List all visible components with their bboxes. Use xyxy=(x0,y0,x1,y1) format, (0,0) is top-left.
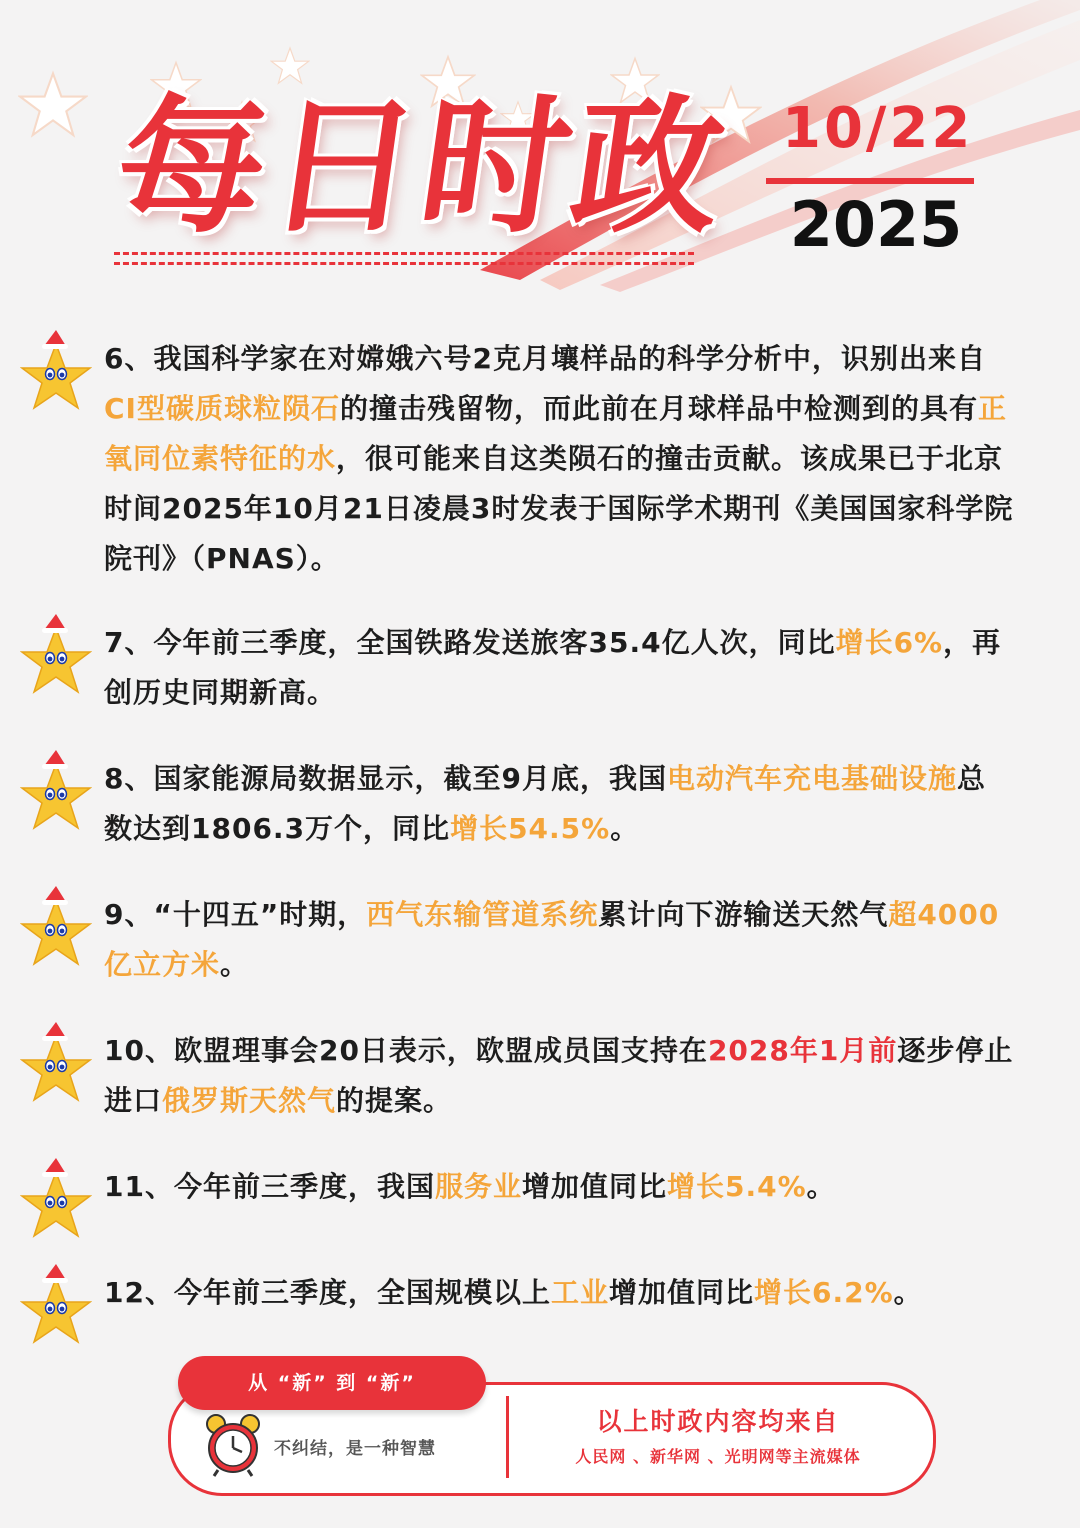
news-highlight: 服务业 xyxy=(434,1170,522,1203)
news-text-segment: 9、“十四五”时期， xyxy=(104,898,367,931)
star-mascot-icon xyxy=(20,330,92,410)
news-text-segment: 11、今年前三季度，我国 xyxy=(104,1170,435,1203)
news-text-segment: 总数达到1806.3万个，同比 xyxy=(104,762,986,845)
news-text-segment: 增加值同比 xyxy=(608,1276,754,1309)
star-mascot-icon xyxy=(20,1022,92,1102)
news-highlight: 增长6% xyxy=(835,626,944,659)
news-highlight: 西气东输管道系统 xyxy=(366,898,599,931)
year-label: 2025 xyxy=(789,188,963,261)
news-highlight: 正氧同位素特征的水 xyxy=(104,392,1007,475)
footer-source-title: 以上时政内容均来自 xyxy=(596,1407,840,1436)
news-highlight: 电动汽车充电基础设施 xyxy=(666,762,957,795)
news-text-segment: ，很可能来自这类陨石的撞击贡献。该成果已于北京时间2025年10月21日凌晨3时发表于国际学术期刊《美国国家科学院院刊》（PNAS）。 xyxy=(104,442,1014,575)
news-highlight: 俄罗斯天然气 xyxy=(162,1084,337,1117)
news-highlight: 超4000亿立方米 xyxy=(104,898,1000,981)
news-text xyxy=(104,1026,1014,1126)
news-text-segment: 。 xyxy=(610,812,640,845)
star-mascot-icon xyxy=(20,1158,92,1238)
news-text xyxy=(104,890,1014,990)
news-text-segment: 累计向下游输送天然气 xyxy=(598,898,889,931)
news-highlight: 2028年1月前 xyxy=(707,1034,898,1067)
date-label: 10/22 xyxy=(782,96,974,161)
news-text-segment: 。 xyxy=(220,948,250,981)
news-text xyxy=(104,618,1014,718)
news-text-segment: 的提案。 xyxy=(336,1084,453,1117)
star-mascot-icon xyxy=(20,614,92,694)
news-text-segment: 7、今年前三季度，全国铁路发送旅客35.4亿人次，同比 xyxy=(104,626,836,659)
news-highlight: 工业 xyxy=(550,1276,609,1309)
news-highlight: CI型碳质球粒陨石 xyxy=(104,392,340,425)
sparkle-star-icon xyxy=(18,70,88,140)
footer-source-media: 人民网 、新华网 、光明网等主流媒体 xyxy=(575,1447,861,1466)
page-title: 每日时政 xyxy=(105,79,739,253)
news-text-segment: 。 xyxy=(806,1170,836,1203)
news-text-segment: 增加值同比 xyxy=(521,1170,667,1203)
title-underline xyxy=(114,248,694,270)
news-text-segment: 的撞击残留物，而此前在月球样品中检测到的具有 xyxy=(339,392,978,425)
news-text xyxy=(104,1268,1014,1318)
news-text-segment: 6、我国科学家在对嫦娥六号2克月壤样品的科学分析中，识别出来自 xyxy=(104,342,986,375)
alarm-clock-icon xyxy=(202,1412,264,1478)
news-text-segment: 逐步停止进口 xyxy=(104,1034,1014,1117)
star-mascot-icon xyxy=(20,750,92,830)
news-text-segment: 12、今年前三季度，全国规模以上 xyxy=(104,1276,551,1309)
news-text xyxy=(104,334,1014,584)
footer-divider xyxy=(506,1396,509,1478)
star-mascot-icon xyxy=(20,1264,92,1344)
news-highlight: 增长54.5% xyxy=(450,812,611,845)
news-text xyxy=(104,1162,1014,1212)
footer-slogan: 不纠结，是一种智慧 xyxy=(274,1439,436,1459)
news-text-segment: 。 xyxy=(893,1276,923,1309)
star-mascot-icon xyxy=(20,886,92,966)
footer-banner xyxy=(168,1356,934,1496)
footer-tab-label: 从 “新” 到 “新” xyxy=(178,1356,486,1410)
news-text-segment: 8、国家能源局数据显示，截至9月底，我国 xyxy=(104,762,667,795)
news-highlight: 增长6.2% xyxy=(754,1276,894,1309)
news-text-segment: 10、欧盟理事会20日表示，欧盟成员国支持在 xyxy=(104,1034,708,1067)
news-text-segment: ，再创历史同期新高。 xyxy=(104,626,1002,709)
news-highlight: 增长5.4% xyxy=(667,1170,807,1203)
news-text xyxy=(104,754,1014,854)
date-divider xyxy=(766,178,974,184)
